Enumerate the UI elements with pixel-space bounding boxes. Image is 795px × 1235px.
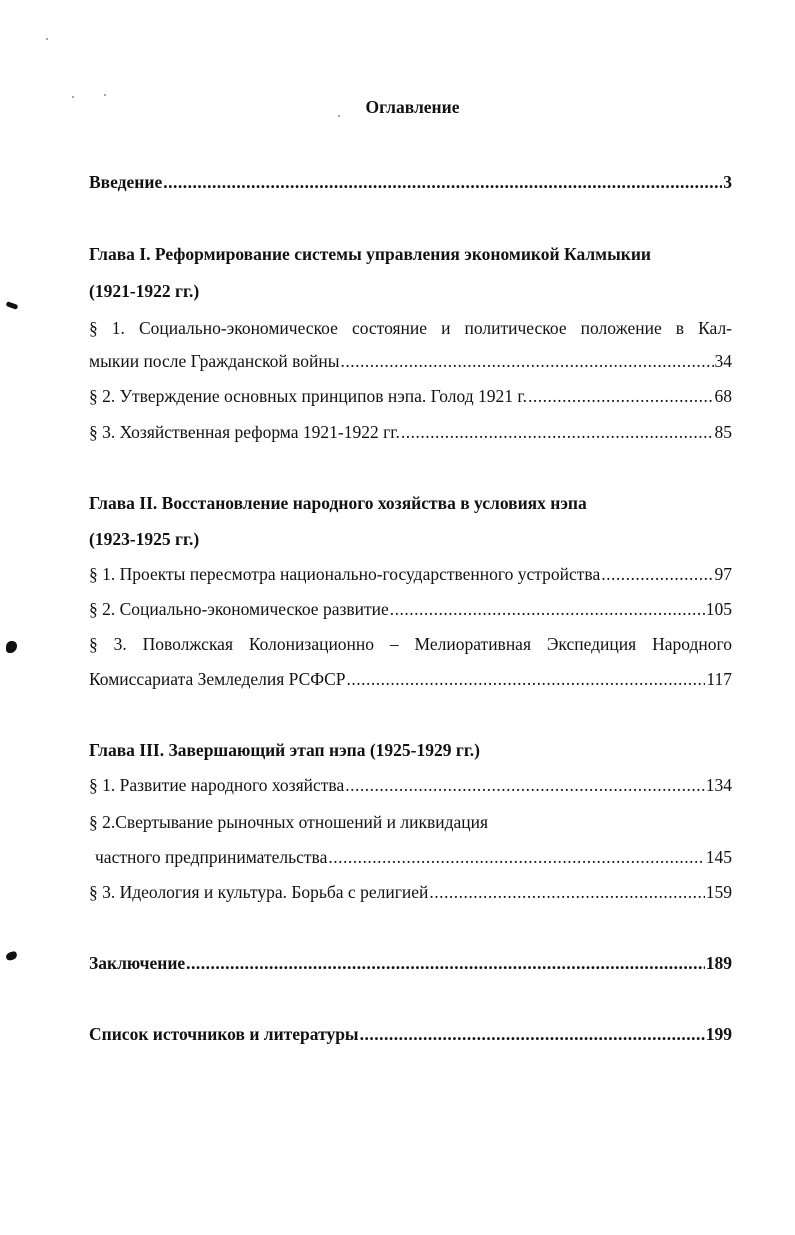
entry-page: 145 <box>705 847 732 867</box>
chapter-3-section-2 <box>95 845 732 869</box>
dot-leader <box>347 667 706 691</box>
dot-leader <box>429 880 704 904</box>
entry-label: Список источников и литературы <box>89 1024 359 1044</box>
chapter-2-section-2 <box>89 597 732 621</box>
scan-mark-2 <box>6 641 17 653</box>
entry-page: 105 <box>705 599 732 619</box>
entry-page: 97 <box>714 564 732 584</box>
entry-label: § 1. Проекты пересмотра национально-государственного устройства <box>89 564 601 584</box>
entry-label: Введение <box>89 172 163 192</box>
entry-label: § 2. Утверждение основных принципов нэпа. Голод 1921 г. <box>89 386 527 406</box>
scan-speck <box>104 94 106 96</box>
entry-page: 199 <box>705 1024 732 1044</box>
scan-speck <box>46 38 48 40</box>
scan-mark-1 <box>6 301 19 310</box>
entry-label: Комиссариата Земледелия РСФСР <box>89 669 346 689</box>
entry-label: § 3. Хозяйственная реформа 1921-1922 гг. <box>89 422 400 442</box>
entry-page: 134 <box>705 775 732 795</box>
entry-label: Заключение <box>89 953 186 973</box>
dot-leader <box>528 384 714 408</box>
toc-entry-introduction <box>89 170 732 194</box>
chapter-2-section-1 <box>89 562 732 586</box>
scan-speck <box>72 96 74 98</box>
dot-leader <box>341 349 714 373</box>
chapter-3-title: Глава III. Завершающий этап нэпа (1925-1929 гг.) <box>89 740 480 760</box>
entry-label: § 3. Идеология и культура. Борьба с религией <box>89 882 429 902</box>
page-title: Оглавление <box>365 97 460 117</box>
scan-mark-3 <box>5 951 18 962</box>
dot-leader <box>390 597 705 621</box>
scan-speck <box>338 115 340 117</box>
entry-page: 68 <box>714 386 732 406</box>
entry-label: частного предпринимательства <box>95 847 328 867</box>
chapter-1-section-1 <box>89 349 732 373</box>
chapter-3-section-1 <box>89 773 732 797</box>
chapter-2-section-3-line-1: § 3. Поволжская Колонизационно – Мелиоративная Экспедиция Народного <box>89 634 732 654</box>
chapter-2-title: Глава II. Восстановление народного хозяйства в условиях нэпа <box>89 493 587 513</box>
entry-page: 189 <box>705 953 732 973</box>
dot-leader <box>328 845 704 869</box>
chapter-3-section-3 <box>89 880 732 904</box>
entry-page: 117 <box>706 669 732 689</box>
chapter-1-section-3 <box>89 420 732 444</box>
dot-leader <box>186 951 705 975</box>
entry-label: мыкии после Гражданской войны <box>89 351 340 371</box>
chapter-1-title: Глава I. Реформирование системы управления экономикой Калмыкии <box>89 244 651 264</box>
chapter-1-section-1-line-1: § 1. Социально-экономическое состояние и политическое положение в Кал- <box>89 318 732 338</box>
chapter-2-years: (1923-1925 гг.) <box>89 529 200 549</box>
entry-label: § 2. Социально-экономическое развитие <box>89 599 389 619</box>
entry-page: 85 <box>714 422 732 442</box>
dot-leader <box>163 170 722 194</box>
toc-entry-sources <box>89 1022 732 1046</box>
entry-page: 34 <box>714 351 732 371</box>
chapter-3-section-2-line-1: § 2.Свертывание рыночных отношений и ликвидация <box>89 812 489 832</box>
dot-leader <box>360 1022 705 1046</box>
entry-page: 159 <box>705 882 732 902</box>
entry-page: 3 <box>723 172 732 192</box>
toc-entry-conclusion <box>89 951 732 975</box>
dot-leader <box>401 420 714 444</box>
chapter-1-section-2 <box>89 384 732 408</box>
entry-label: § 1. Развитие народного хозяйства <box>89 775 345 795</box>
dot-leader <box>601 562 713 586</box>
dot-leader <box>345 773 705 797</box>
chapter-1-years: (1921-1922 гг.) <box>89 281 200 301</box>
chapter-2-section-3 <box>89 667 732 691</box>
